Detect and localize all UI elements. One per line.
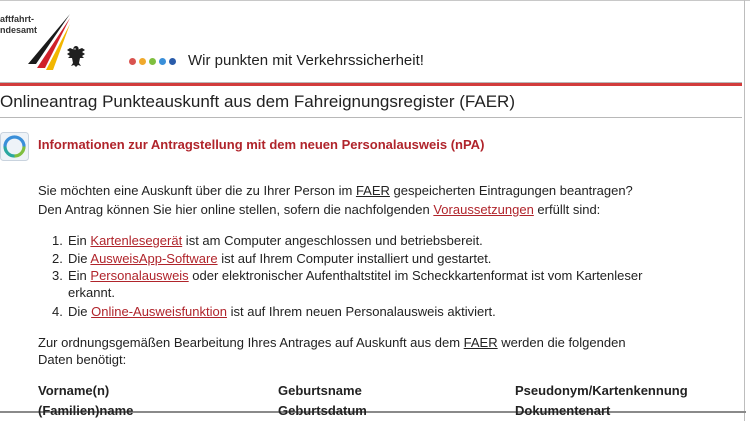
logo-line-1: aftfahrt- (0, 14, 34, 24)
intro-line-2-suffix: erfüllt sind: (533, 202, 601, 217)
data-intro-suffix: werden die folgenden (497, 335, 626, 350)
logo-line-2: ndesamt (0, 25, 38, 35)
requirement-text: ist auf Ihrem neuen Personalausweis aktiviert. (226, 304, 496, 319)
requirement-text: oder elektronischer Aufenthaltstitel im Scheckkartenformat ist vom Kartenleser (188, 268, 643, 283)
app-header (0, 82, 742, 118)
field-label-geburtsdatum: Geburtsdatum (278, 403, 367, 418)
personalausweis-link[interactable]: Personalausweis (90, 268, 189, 283)
requirement-text: Ein (68, 233, 91, 248)
field-label-vorname: Vorname(n) (38, 383, 110, 398)
slogan-dot (149, 58, 156, 65)
field-label-pseudonym: Pseudonym/Kartenkennung (515, 383, 688, 398)
intro-line-1-prefix: Sie möchten eine Auskunft über die zu Ihrer Person im (38, 183, 356, 198)
requirement-item (52, 303, 496, 320)
intro-line-1 (38, 181, 633, 200)
slogan-text: Wir punkten mit Verkehrssicherheit! (188, 52, 424, 69)
online-ausweisfunktion-link[interactable]: Online-Ausweisfunktion (91, 304, 227, 319)
slogan-dot (169, 58, 176, 65)
field-label-dokumentenart: Dokumentenart (515, 403, 611, 418)
field-label-familienname: (Familien)name (38, 403, 134, 418)
field-label-geburtsname: Geburtsname (278, 383, 362, 398)
slogan-dot (139, 58, 146, 65)
app-header-accent-bar (0, 83, 742, 86)
requirement-text: Die (68, 304, 92, 319)
faer-abbreviation: FAER (463, 335, 498, 350)
requirement-number: 3. (52, 268, 63, 283)
slogan-dot (129, 58, 136, 65)
intro-line-2 (38, 200, 600, 219)
voraussetzungen-link[interactable]: Voraussetzungen (433, 202, 534, 217)
requirement-item (52, 232, 483, 249)
requirement-number: 4. (52, 304, 63, 319)
data-intro-line-2: Daten benötigt: (38, 352, 127, 367)
requirement-text: ist auf Ihrem Computer installiert und gestartet. (217, 251, 492, 266)
page-title: Onlineantrag Punkteauskunft aus dem Fahreignungsregister (FAER) (0, 92, 515, 111)
federal-eagle-icon (64, 44, 88, 68)
refresh-circle-icon (0, 132, 29, 161)
section-heading: Informationen zur Antragstellung mit dem neuen Personalausweis (nPA) (38, 137, 485, 152)
requirement-text: Die (68, 251, 91, 266)
requirement-item (52, 250, 491, 267)
requirement-text: Ein (68, 268, 91, 283)
ausweisapp-software-link[interactable]: AusweisApp-Software (90, 251, 218, 266)
frame-top-border (0, 0, 750, 1)
kartenlesegeraet-link[interactable]: Kartenlesegerät (90, 233, 183, 248)
requirement-text: ist am Computer angeschlossen und betriebsbereit. (182, 233, 483, 248)
requirement-item-continuation (52, 284, 115, 301)
requirement-item (52, 267, 642, 284)
intro-line-1-suffix: gespeicherten Eintragungen beantragen? (389, 183, 633, 198)
requirement-text: erkannt. (68, 285, 115, 300)
data-intro-prefix: Zur ordnungsgemäßen Bearbeitung Ihres Antrages auf Auskunft aus dem (38, 335, 464, 350)
intro-line-2-prefix: Den Antrag können Sie hier online stellen, sofern die nachfolgenden (38, 202, 434, 217)
frame-right-border (744, 0, 745, 421)
requirement-number: 2. (52, 251, 63, 266)
slogan-dot (159, 58, 166, 65)
requirement-number: 1. (52, 233, 63, 248)
faer-abbreviation: FAER (355, 183, 390, 198)
